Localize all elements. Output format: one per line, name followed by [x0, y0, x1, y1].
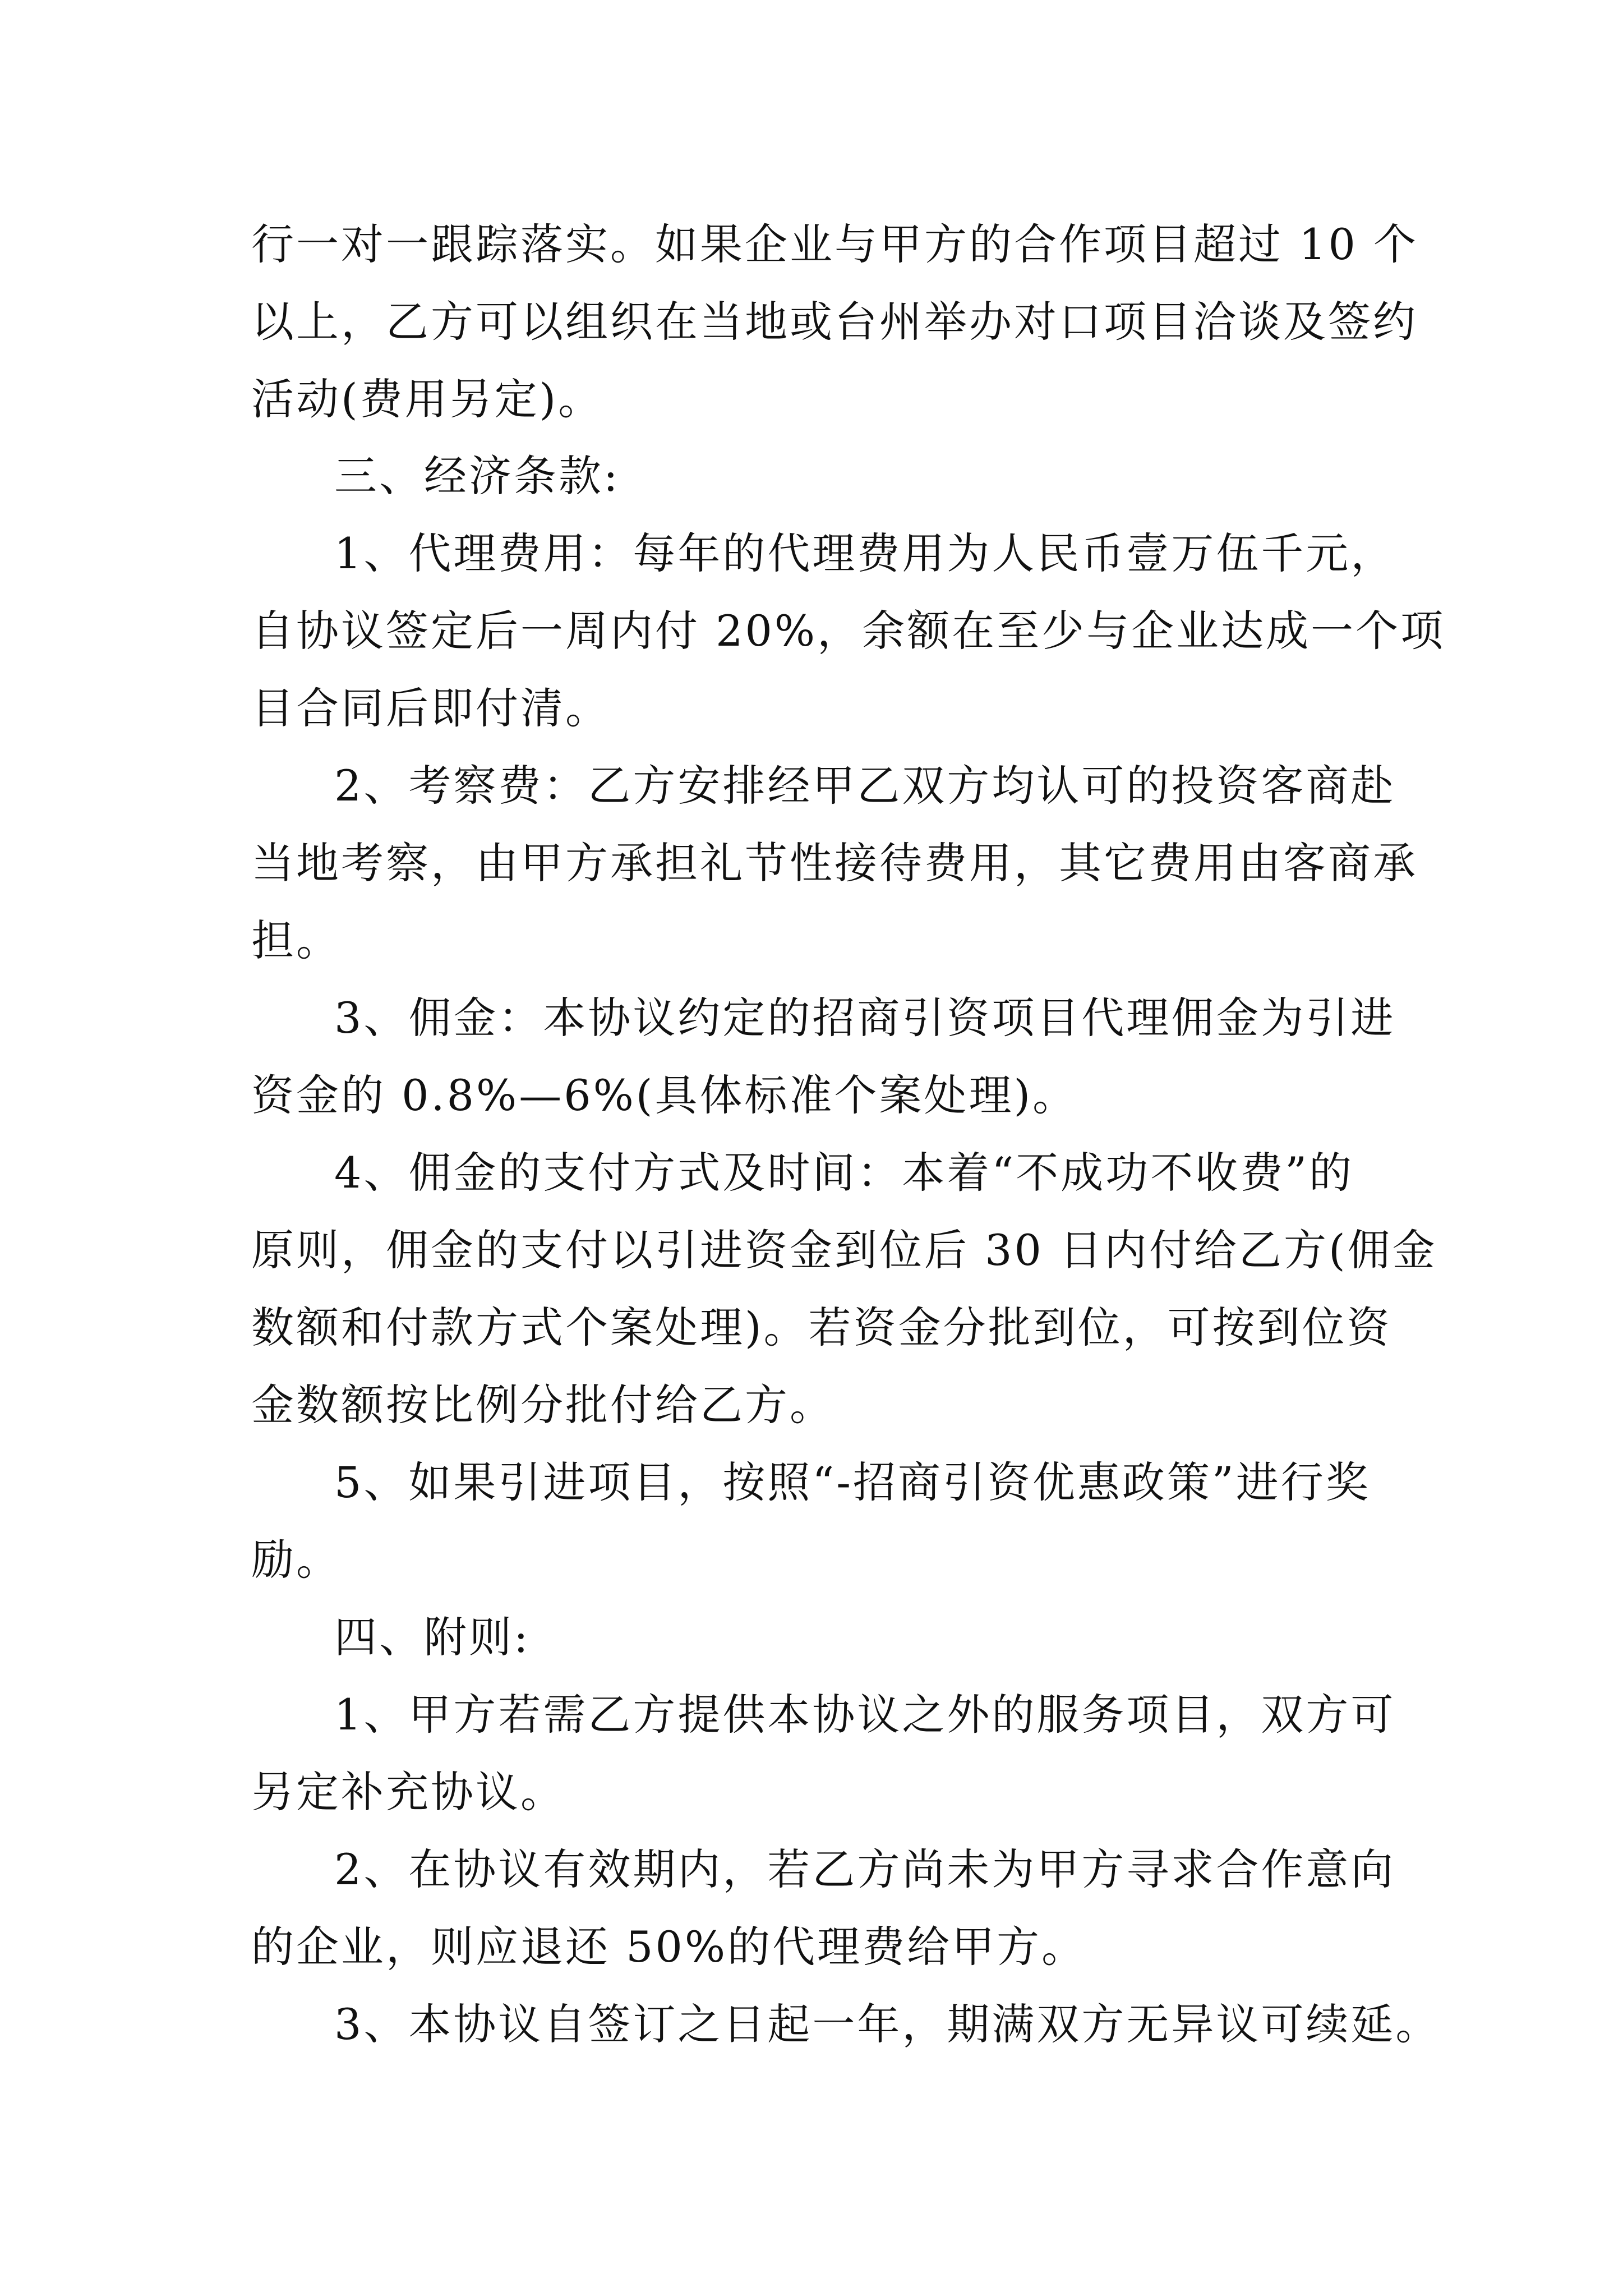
text-line: 4、佣金的支付方式及时间：本着“不成功不收费”的 [334, 1148, 1354, 1198]
text-line: 2、考察费：乙方安排经甲乙双方均认可的投资客商赴 [334, 761, 1396, 811]
text-line: 以上，乙方可以组织在当地或台州举办对口项目洽谈及签约 [251, 297, 1418, 347]
text-line: 自协议签定后一周内付 20%，余额在至少与企业达成一个项 [251, 606, 1446, 656]
text-line: 2、在协议有效期内，若乙方尚未为甲方寻求合作意向 [334, 1844, 1396, 1894]
text-line: 的企业，则应退还 50%的代理费给甲方。 [251, 1922, 1087, 1972]
text-line: 担。 [251, 915, 341, 965]
section-heading: 四、附则: [334, 1612, 531, 1662]
text-line: 3、佣金：本协议约定的招商引资项目代理佣金为引进 [334, 993, 1396, 1043]
text-line: 金数额按比例分批付给乙方。 [251, 1380, 834, 1430]
text-line: 原则，佣金的支付以引进资金到位后 30 日内付给乙方(佣金 [251, 1225, 1437, 1275]
section-heading: 三、经济条款: [334, 451, 620, 501]
text-line: 3、本协议自签订之日起一年，期满双方无异议可续延。 [334, 1999, 1441, 2049]
text-line: 5、如果引进项目，按照“-招商引资优惠政策”进行奖 [334, 1457, 1371, 1507]
text-line: 数额和付款方式个案处理)。若资金分批到位，可按到位资 [251, 1303, 1392, 1352]
text-line: 另定补充协议。 [251, 1767, 565, 1817]
text-line: 当地考察，由甲方承担礼节性接待费用，其它费用由客商承 [251, 838, 1418, 888]
text-line: 行一对一跟踪落实。如果企业与甲方的合作项目超过 10 个 [251, 219, 1419, 269]
text-line: 活动(费用另定)。 [251, 374, 603, 424]
text-line: 资金的 0.8%—6%(具体标准个案处理)。 [251, 1070, 1078, 1120]
text-line: 1、甲方若需乙方提供本协议之外的服务项目，双方可 [334, 1690, 1396, 1740]
text-line: 目合同后即付清。 [251, 683, 610, 733]
text-line: 励。 [251, 1535, 341, 1585]
text-line: 1、代理费用：每年的代理费用为人民币壹万伍千元， [334, 528, 1396, 578]
